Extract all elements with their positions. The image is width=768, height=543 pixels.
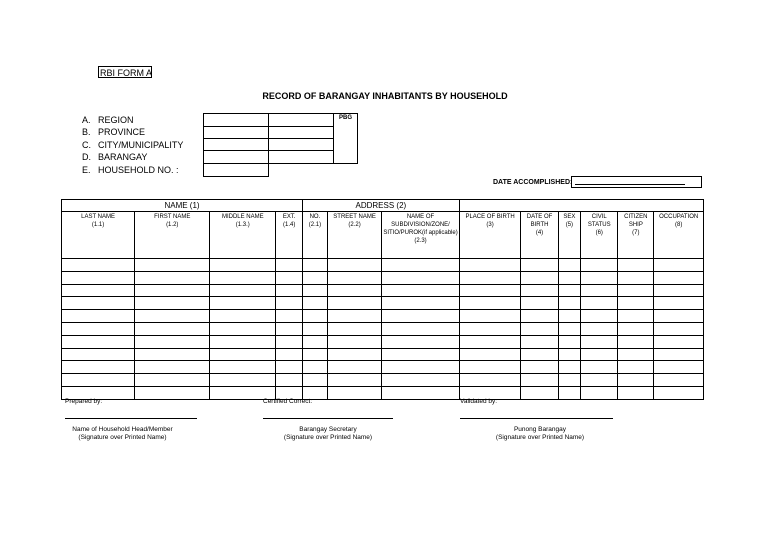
table-cell[interactable] bbox=[210, 348, 276, 361]
table-cell[interactable] bbox=[618, 374, 654, 387]
table-cell[interactable] bbox=[210, 284, 276, 297]
table-cell[interactable] bbox=[135, 259, 210, 272]
column-label: NAME OF SUBDIVISION/ZONE/ SITIO/PUROK(if applicable) bbox=[383, 214, 458, 236]
table-cell[interactable] bbox=[276, 361, 303, 374]
table-cell[interactable] bbox=[303, 271, 328, 284]
table-cell[interactable] bbox=[327, 374, 382, 387]
table-cell[interactable] bbox=[303, 297, 328, 310]
group-header-name: NAME (1) bbox=[62, 200, 303, 212]
table-cell[interactable] bbox=[327, 284, 382, 297]
table-cell[interactable] bbox=[581, 361, 618, 374]
field-label: PROVINCE bbox=[98, 127, 146, 137]
table-cell[interactable] bbox=[558, 297, 581, 310]
table-cell[interactable] bbox=[618, 310, 654, 323]
date-underline bbox=[575, 184, 685, 185]
table-cell[interactable] bbox=[135, 297, 210, 310]
table-cell[interactable] bbox=[459, 348, 521, 361]
table-cell[interactable] bbox=[654, 297, 704, 310]
column-label: PLACE OF BIRTH bbox=[465, 214, 515, 220]
date-accomplished-field[interactable] bbox=[571, 176, 702, 188]
signature-caption-secretary bbox=[263, 426, 393, 442]
table-cell[interactable] bbox=[654, 322, 704, 335]
signature-line-household-head[interactable] bbox=[65, 418, 197, 419]
field-label: CITY/MUNICIPALITY bbox=[98, 140, 184, 150]
table-cell[interactable] bbox=[459, 335, 521, 348]
table-cell[interactable] bbox=[327, 348, 382, 361]
table-cell[interactable] bbox=[521, 335, 558, 348]
table-cell[interactable] bbox=[558, 271, 581, 284]
table-cell[interactable] bbox=[303, 284, 328, 297]
barangay-input-1[interactable] bbox=[203, 150, 269, 164]
table-cell[interactable] bbox=[135, 322, 210, 335]
table-cell[interactable] bbox=[618, 361, 654, 374]
table-cell[interactable] bbox=[618, 322, 654, 335]
table-cell[interactable] bbox=[382, 310, 459, 323]
table-cell[interactable] bbox=[654, 259, 704, 272]
table-cell[interactable] bbox=[521, 297, 558, 310]
table-cell[interactable] bbox=[618, 386, 654, 399]
sig-title: Name of Household Head/Member bbox=[72, 426, 173, 433]
table-row bbox=[62, 271, 704, 284]
column-code: (2.1) bbox=[308, 222, 322, 228]
column-header bbox=[135, 212, 210, 259]
table-cell[interactable] bbox=[62, 374, 135, 387]
table-cell[interactable] bbox=[581, 271, 618, 284]
table-cell[interactable] bbox=[327, 386, 382, 399]
table-cell[interactable] bbox=[558, 361, 581, 374]
field-region bbox=[82, 115, 134, 125]
table-cell[interactable] bbox=[303, 335, 328, 348]
signature-line-punong-barangay[interactable] bbox=[460, 418, 613, 419]
column-code: (6) bbox=[595, 230, 603, 236]
table-cell[interactable] bbox=[521, 284, 558, 297]
table-cell[interactable] bbox=[135, 361, 210, 374]
table-cell[interactable] bbox=[581, 284, 618, 297]
table-cell[interactable] bbox=[581, 322, 618, 335]
table-cell[interactable] bbox=[276, 322, 303, 335]
table-cell[interactable] bbox=[459, 271, 521, 284]
field-letter: A. bbox=[82, 115, 91, 125]
table-cell[interactable] bbox=[521, 386, 558, 399]
table-cell[interactable] bbox=[210, 374, 276, 387]
table-row bbox=[62, 335, 704, 348]
table-cell[interactable] bbox=[327, 259, 382, 272]
field-letter: B. bbox=[82, 127, 91, 137]
table-cell[interactable] bbox=[459, 361, 521, 374]
field-letter: E. bbox=[82, 165, 91, 175]
barangay-input-2[interactable] bbox=[268, 150, 334, 164]
column-code: (5) bbox=[565, 222, 574, 228]
table-cell[interactable] bbox=[276, 284, 303, 297]
table-row bbox=[62, 374, 704, 387]
table-cell[interactable] bbox=[382, 361, 459, 374]
field-province bbox=[82, 127, 145, 137]
table-cell[interactable] bbox=[654, 284, 704, 297]
table-cell[interactable] bbox=[276, 348, 303, 361]
table-row bbox=[62, 348, 704, 361]
column-label: CITIZEN SHIP bbox=[624, 214, 648, 228]
table-cell[interactable] bbox=[654, 310, 704, 323]
table-cell[interactable] bbox=[521, 322, 558, 335]
column-code: (8) bbox=[675, 222, 683, 228]
table-cell[interactable] bbox=[521, 259, 558, 272]
table-cell[interactable] bbox=[382, 386, 459, 399]
signature-line-secretary[interactable] bbox=[263, 418, 393, 419]
table-cell[interactable] bbox=[382, 271, 459, 284]
column-label: NO. bbox=[309, 214, 321, 220]
table-cell[interactable] bbox=[62, 310, 135, 323]
table-cell[interactable] bbox=[654, 386, 704, 399]
table-cell[interactable] bbox=[459, 284, 521, 297]
table-cell[interactable] bbox=[62, 259, 135, 272]
household-no-input[interactable] bbox=[203, 163, 269, 177]
field-letter: D. bbox=[82, 152, 91, 162]
region-input-2[interactable] bbox=[268, 113, 334, 127]
table-cell[interactable] bbox=[654, 361, 704, 374]
column-header bbox=[558, 212, 581, 259]
table-cell[interactable] bbox=[581, 259, 618, 272]
field-city bbox=[82, 140, 183, 150]
table-cell[interactable] bbox=[62, 297, 135, 310]
validated-by-label: Validated by: bbox=[460, 398, 498, 405]
column-header bbox=[382, 212, 459, 259]
column-header bbox=[581, 212, 618, 259]
table-cell[interactable] bbox=[654, 271, 704, 284]
column-header bbox=[276, 212, 303, 259]
table-cell[interactable] bbox=[303, 361, 328, 374]
table-cell[interactable] bbox=[62, 284, 135, 297]
column-label: CIVIL STATUS bbox=[587, 214, 611, 228]
table-cell[interactable] bbox=[382, 284, 459, 297]
column-header bbox=[521, 212, 558, 259]
table-cell[interactable] bbox=[618, 259, 654, 272]
table-row bbox=[62, 297, 704, 310]
group-header-address: ADDRESS (2) bbox=[303, 200, 460, 212]
table-cell[interactable] bbox=[558, 386, 581, 399]
sig-title: Punong Barangay bbox=[513, 426, 567, 433]
inhabitants-table bbox=[61, 199, 704, 400]
table-cell[interactable] bbox=[210, 259, 276, 272]
table-cell[interactable] bbox=[382, 259, 459, 272]
column-label: DATE OF BIRTH bbox=[526, 214, 553, 228]
table-cell[interactable] bbox=[581, 297, 618, 310]
sig-subtitle: (Signature over Printed Name) bbox=[283, 434, 373, 441]
sig-subtitle: (Signature over Printed Name) bbox=[78, 434, 167, 441]
table-cell[interactable] bbox=[62, 335, 135, 348]
column-header bbox=[303, 212, 328, 259]
column-header bbox=[654, 212, 704, 259]
table-cell[interactable] bbox=[210, 361, 276, 374]
table-cell[interactable] bbox=[327, 322, 382, 335]
column-label: STREET NAME bbox=[333, 214, 376, 220]
column-label: FIRST NAME bbox=[154, 214, 191, 220]
column-code: (1.2) bbox=[166, 222, 179, 228]
table-cell[interactable] bbox=[382, 297, 459, 310]
column-header bbox=[618, 212, 654, 259]
table-cell[interactable] bbox=[210, 335, 276, 348]
table-cell[interactable] bbox=[581, 310, 618, 323]
table-cell[interactable] bbox=[521, 348, 558, 361]
table-cell[interactable] bbox=[303, 348, 328, 361]
table-cell[interactable] bbox=[327, 335, 382, 348]
region-input-1[interactable] bbox=[203, 113, 269, 127]
table-row bbox=[62, 322, 704, 335]
column-header bbox=[62, 212, 135, 259]
column-code: (2.3) bbox=[414, 238, 427, 244]
table-cell[interactable] bbox=[303, 374, 328, 387]
table-cell[interactable] bbox=[618, 297, 654, 310]
table-cell[interactable] bbox=[618, 335, 654, 348]
table-cell[interactable] bbox=[135, 348, 210, 361]
table-row bbox=[62, 386, 704, 399]
table-cell[interactable] bbox=[210, 271, 276, 284]
table-cell[interactable] bbox=[276, 374, 303, 387]
prepared-by-label: Prepared by: bbox=[65, 398, 103, 405]
column-header bbox=[210, 212, 276, 259]
pbg-box[interactable] bbox=[333, 113, 358, 164]
table-cell[interactable] bbox=[135, 271, 210, 284]
table-cell[interactable] bbox=[382, 335, 459, 348]
table-row bbox=[62, 259, 704, 272]
column-label: OCCUPATION bbox=[659, 214, 699, 220]
date-accomplished-label: DATE ACCOMPLISHED: bbox=[493, 179, 573, 186]
table-row bbox=[62, 310, 704, 323]
table-cell[interactable] bbox=[618, 284, 654, 297]
table-cell[interactable] bbox=[135, 310, 210, 323]
field-household-no bbox=[82, 165, 179, 175]
pbg-label: PBG bbox=[338, 115, 352, 121]
table-cell[interactable] bbox=[459, 310, 521, 323]
column-code: (3) bbox=[486, 222, 494, 228]
field-label: HOUSEHOLD NO. : bbox=[98, 165, 179, 175]
column-code: (4) bbox=[535, 230, 544, 236]
table-cell[interactable] bbox=[62, 322, 135, 335]
table-cell[interactable] bbox=[654, 374, 704, 387]
table-cell[interactable] bbox=[276, 310, 303, 323]
column-code: (7) bbox=[632, 230, 640, 236]
sig-subtitle: (Signature over Printed Name) bbox=[495, 434, 585, 441]
column-code: (1.3.) bbox=[235, 222, 250, 228]
table-cell[interactable] bbox=[558, 348, 581, 361]
table-cell[interactable] bbox=[276, 259, 303, 272]
column-label: EXT. bbox=[282, 214, 296, 220]
table-cell[interactable] bbox=[62, 348, 135, 361]
table-cell[interactable] bbox=[303, 310, 328, 323]
table-cell[interactable] bbox=[135, 374, 210, 387]
table-cell[interactable] bbox=[581, 335, 618, 348]
table-row bbox=[62, 361, 704, 374]
signature-caption-household-head bbox=[60, 426, 185, 442]
table-cell[interactable] bbox=[459, 259, 521, 272]
table-cell[interactable] bbox=[581, 348, 618, 361]
table-cell[interactable] bbox=[521, 271, 558, 284]
table-cell[interactable] bbox=[327, 361, 382, 374]
table-cell[interactable] bbox=[276, 297, 303, 310]
field-label: REGION bbox=[98, 115, 134, 125]
form-title: RECORD OF BARANGAY INHABITANTS BY HOUSEHOLD bbox=[262, 91, 508, 101]
group-header-blank bbox=[459, 200, 703, 212]
column-label: SEX bbox=[563, 214, 576, 220]
table-cell[interactable] bbox=[135, 284, 210, 297]
table-cell[interactable] bbox=[62, 271, 135, 284]
table-cell[interactable] bbox=[654, 335, 704, 348]
table-cell[interactable] bbox=[521, 374, 558, 387]
column-code: (2.2) bbox=[348, 222, 361, 228]
table-cell[interactable] bbox=[135, 335, 210, 348]
table-cell[interactable] bbox=[581, 374, 618, 387]
table-cell[interactable] bbox=[135, 386, 210, 399]
table-cell[interactable] bbox=[276, 335, 303, 348]
table-cell[interactable] bbox=[210, 310, 276, 323]
form-code: RBI FORM A bbox=[100, 68, 153, 78]
table-cell[interactable] bbox=[558, 310, 581, 323]
table-cell[interactable] bbox=[327, 310, 382, 323]
table-cell[interactable] bbox=[210, 322, 276, 335]
table-cell[interactable] bbox=[62, 361, 135, 374]
table-cell[interactable] bbox=[276, 271, 303, 284]
table-cell[interactable] bbox=[558, 322, 581, 335]
field-label: BARANGAY bbox=[98, 152, 148, 162]
table-cell[interactable] bbox=[521, 310, 558, 323]
table-cell[interactable] bbox=[327, 297, 382, 310]
table-cell[interactable] bbox=[558, 259, 581, 272]
table-cell[interactable] bbox=[382, 374, 459, 387]
table-row bbox=[62, 284, 704, 297]
table-cell[interactable] bbox=[210, 297, 276, 310]
column-header bbox=[327, 212, 382, 259]
table-cell[interactable] bbox=[521, 361, 558, 374]
column-code: (1.4) bbox=[283, 222, 296, 228]
table-cell[interactable] bbox=[558, 374, 581, 387]
table-cell[interactable] bbox=[327, 271, 382, 284]
table-cell[interactable] bbox=[558, 284, 581, 297]
table-cell[interactable] bbox=[558, 335, 581, 348]
column-label: LAST NAME bbox=[81, 214, 116, 220]
sig-title: Barangay Secretary bbox=[299, 426, 357, 433]
table-cell[interactable] bbox=[459, 322, 521, 335]
column-header bbox=[459, 212, 521, 259]
table-cell[interactable] bbox=[303, 259, 328, 272]
table-cell[interactable] bbox=[303, 322, 328, 335]
table-cell[interactable] bbox=[382, 322, 459, 335]
table-cell[interactable] bbox=[459, 374, 521, 387]
field-letter: C. bbox=[82, 140, 91, 150]
table-cell[interactable] bbox=[618, 271, 654, 284]
certified-correct-label: Certified Correct: bbox=[263, 398, 313, 405]
table-cell[interactable] bbox=[581, 386, 618, 399]
table-cell[interactable] bbox=[459, 297, 521, 310]
column-code: (1.1) bbox=[91, 222, 105, 228]
table-cell[interactable] bbox=[654, 348, 704, 361]
signature-caption-punong-barangay bbox=[470, 426, 610, 442]
column-label: MIDDLE NAME bbox=[221, 214, 264, 220]
table-cell[interactable] bbox=[382, 348, 459, 361]
table-cell[interactable] bbox=[618, 348, 654, 361]
field-barangay bbox=[82, 152, 147, 162]
